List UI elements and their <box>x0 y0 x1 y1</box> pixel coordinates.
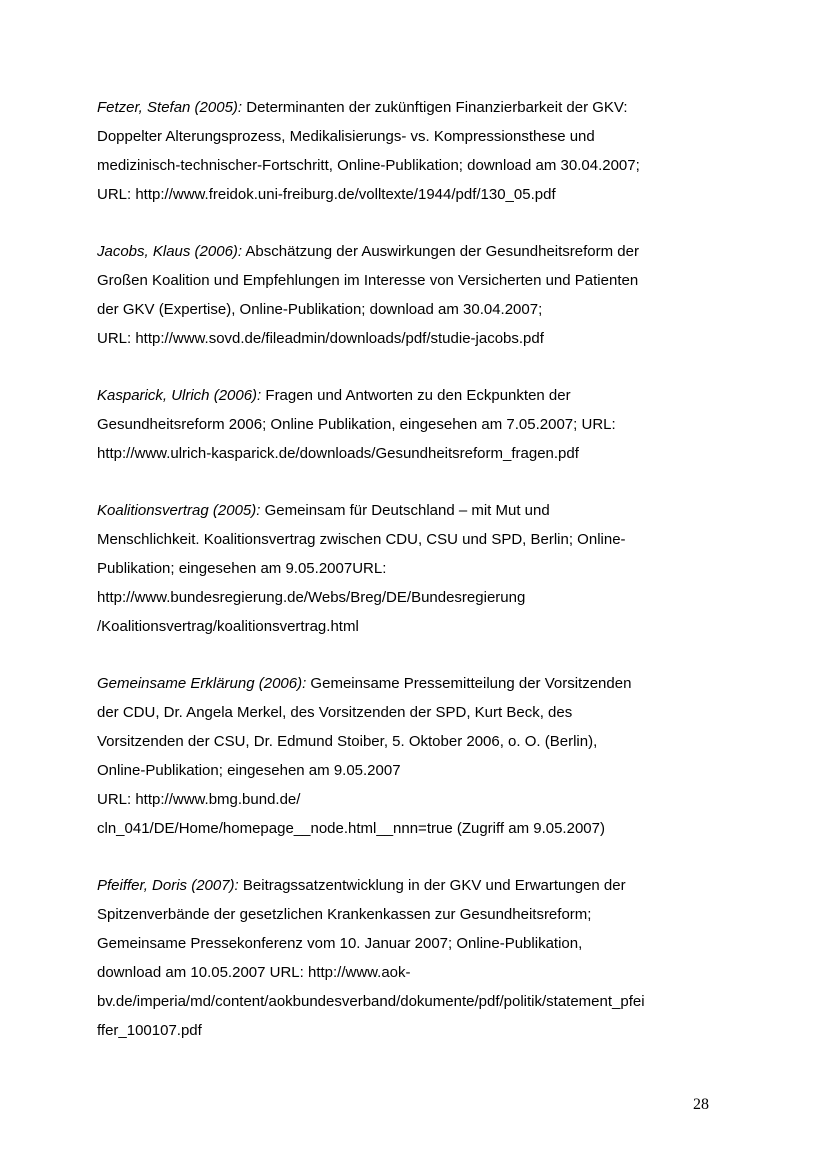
reference-citation: Koalitionsvertrag (2005): <box>97 502 261 519</box>
reference-citation: Jacobs, Klaus (2006): <box>97 243 243 260</box>
reference-entry <box>97 381 742 468</box>
reference-text: Determinanten der zukünftigen Finanzierbarkeit der GKV: Doppelter Alterungsprozess, Medikalisierungs- vs. Kompressionsthese und medizinisch-technischer-Fortschritt, Online-Publikation; download am 30.04.2007; URL: http://www.freidok.uni-freiburg.de/volltexte/1944/pdf/130_05.pdf <box>97 99 640 203</box>
reference-entry <box>97 237 742 353</box>
reference-text: Beitragssatzentwicklung in der GKV und Erwartungen der Spitzenverbände der gesetzlichen Krankenkassen zur Gesundheitsreform; Gemeinsame Pressekonferenz vom 10. Januar 2007; Online-Publikation, download am 10.05.2007 URL: http://www.aok- bv.de/imperia/md/content/aokbundesverband/dokumente/pdf/politik/statement_pfei ffer_100107.pdf <box>97 877 645 1039</box>
reference-citation: Kasparick, Ulrich (2006): <box>97 387 262 404</box>
references-list <box>97 93 742 1073</box>
page-number: 28 <box>693 1096 709 1113</box>
reference-text: Fragen und Antworten zu den Eckpunkten der Gesundheitsreform 2006; Online Publikation, eingesehen am 7.05.2007; URL: http://www.ulrich-kasparick.de/downloads/Gesundheitsreform_fragen.pdf <box>97 387 616 462</box>
page-footer <box>97 1095 709 1115</box>
reference-citation: Gemeinsame Erklärung (2006): <box>97 675 307 692</box>
reference-entry <box>97 871 742 1045</box>
reference-text: Gemeinsame Pressemitteilung der Vorsitzenden der CDU, Dr. Angela Merkel, des Vorsitzenden der SPD, Kurt Beck, des Vorsitzenden der CSU, Dr. Edmund Stoiber, 5. Oktober 2006, o. O. (Berlin), Online-Publikation; eingesehen am 9.05.2007 URL: http://www.bmg.bund.de/ cln_041/DE/Home/homepage__node.html__nnn=true (Zugriff am 9.05.2007) <box>97 675 632 837</box>
reference-citation: Fetzer, Stefan (2005): <box>97 99 243 116</box>
reference-citation: Pfeiffer, Doris (2007): <box>97 877 239 894</box>
reference-entry <box>97 93 742 209</box>
reference-text: Gemeinsam für Deutschland – mit Mut und Menschlichkeit. Koalitionsvertrag zwischen CDU, CSU und SPD, Berlin; Online- Publikation; eingesehen am 9.05.2007URL: http://www.bundesregierung.de/Webs/Breg/DE/Bundesregierung /Koalitionsvertrag/koalitionsvertrag.html <box>97 502 626 635</box>
reference-text: Abschätzung der Auswirkungen der Gesundheitsreform der Großen Koalition und Empfehlungen im Interesse von Versicherten und Patienten der GKV (Expertise), Online-Publikation; download am 30.04.2007; URL: http://www.sovd.de/fileadmin/downloads/pdf/studie-jacobs.pdf <box>97 243 639 347</box>
reference-entry <box>97 496 742 641</box>
reference-entry <box>97 669 742 843</box>
